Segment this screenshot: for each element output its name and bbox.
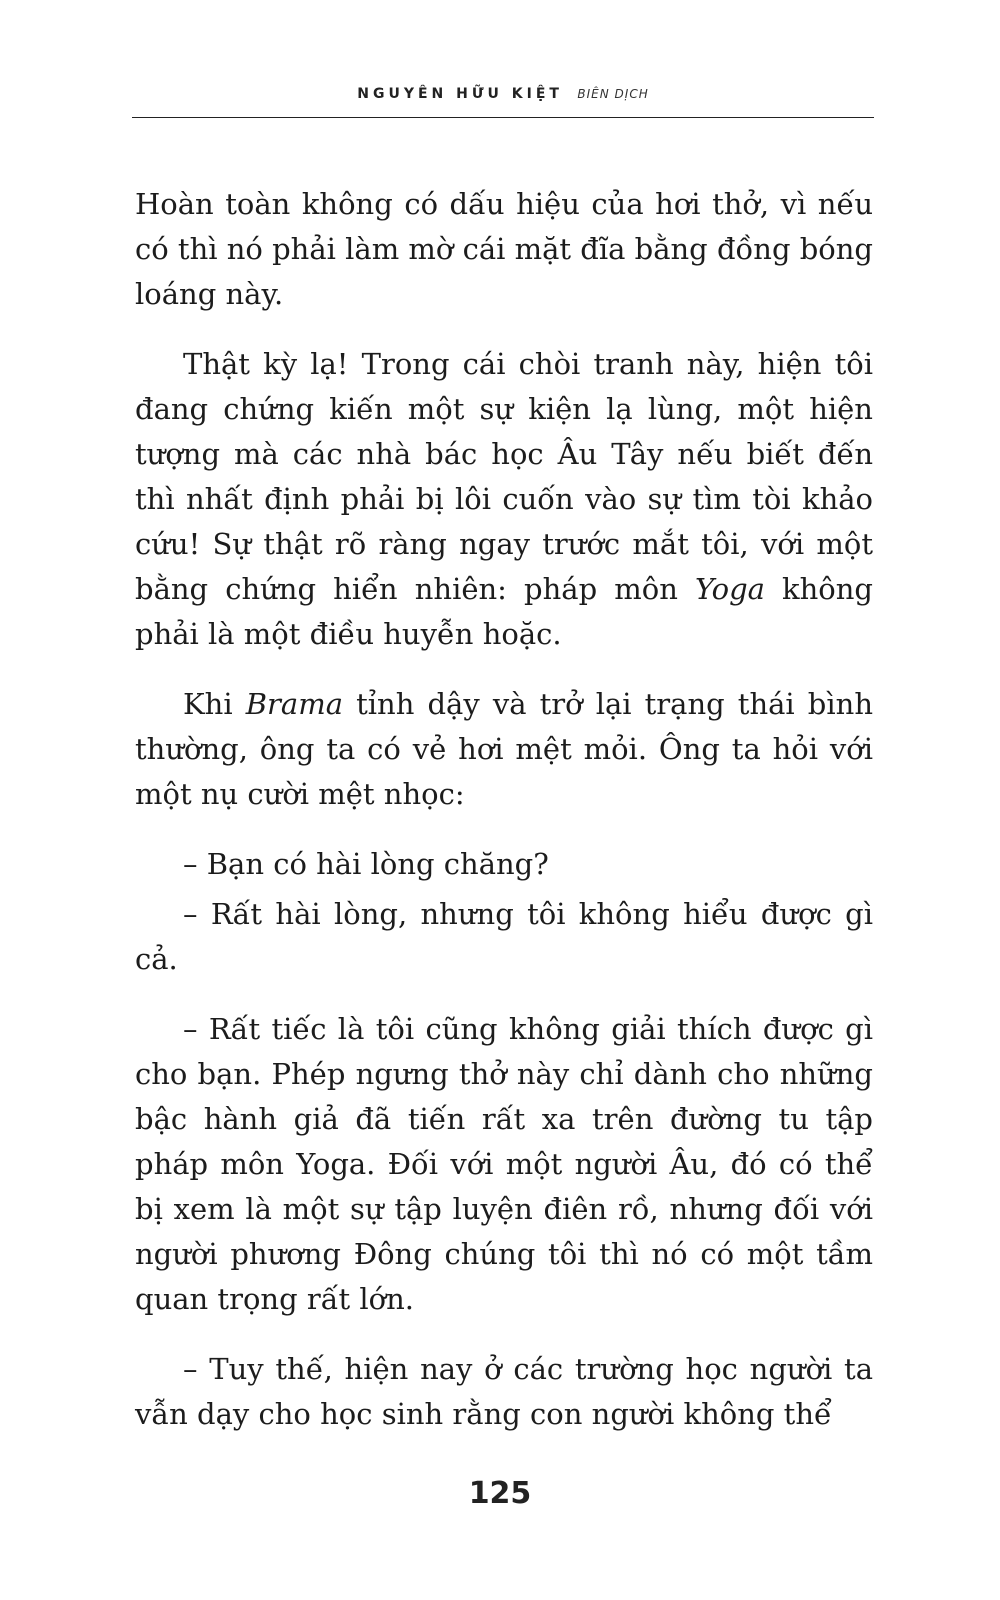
- dialogue-line: [135, 842, 873, 887]
- dialogue-line: [135, 1007, 873, 1322]
- paragraph-text: – Rất tiếc là tôi cũng không giải thích được gì cho bạn. Phép ngưng thở này chỉ dành cho những bậc hành giả đã tiến rất xa trên đường tu tập pháp môn Yoga. Đối với một người Âu, đó có thể bị xem là một sự tập luyện điên rồ, nhưng đối với người phương Đông chúng tôi thì nó có một tầm quan trọng rất lớn.: [135, 1012, 873, 1316]
- paragraph: [135, 342, 873, 657]
- emphasis-text: Brama: [245, 687, 343, 721]
- dialogue-line: [135, 892, 873, 982]
- paragraph-text: Khi: [183, 687, 246, 721]
- body-text: [135, 182, 873, 1437]
- dialogue-line: [135, 1347, 873, 1437]
- header-divider: [132, 117, 874, 118]
- paragraph-text: tỉnh dậy và trở lại trạng thái bình thường, ông ta có vẻ hơi mệt mỏi. Ông ta hỏi với một nụ cười mệt nhọc:: [135, 687, 874, 811]
- paragraph-text: không phải là một điều huyễn hoặc.: [135, 572, 873, 651]
- paragraph: [135, 682, 873, 817]
- header-author: NGUYÊN HỮU KIỆT: [357, 86, 563, 102]
- emphasis-text: Yoga: [695, 572, 765, 606]
- header-role: BIÊN DỊCH: [577, 87, 649, 101]
- running-header: [132, 86, 874, 102]
- paragraph-text: – Tuy thế, hiện nay ở các trường học người ta vẫn dạy cho học sinh rằng con người không thể: [135, 1352, 873, 1431]
- paragraph-text: Hoàn toàn không có dấu hiệu của hơi thở, vì nếu có thì nó phải làm mờ cái mặt đĩa bằng đồng bóng loáng này.: [135, 187, 873, 311]
- paragraph-text: – Rất hài lòng, nhưng tôi không hiểu được gì cả.: [135, 897, 873, 976]
- page-number: 125: [468, 1476, 532, 1511]
- paragraph: [135, 182, 873, 317]
- paragraph-text: – Bạn có hài lòng chăng?: [183, 847, 549, 881]
- paragraph-text: Thật kỳ lạ! Trong cái chòi tranh này, hiện tôi đang chứng kiến một sự kiện lạ lùng, một hiện tượng mà các nhà bác học Âu Tây nếu biết đến thì nhất định phải bị lôi cuốn vào sự tìm tòi khảo cứu! Sự thật rõ ràng ngay trước mắt tôi, với một bằng chứng hiển nhiên: pháp môn: [135, 347, 873, 606]
